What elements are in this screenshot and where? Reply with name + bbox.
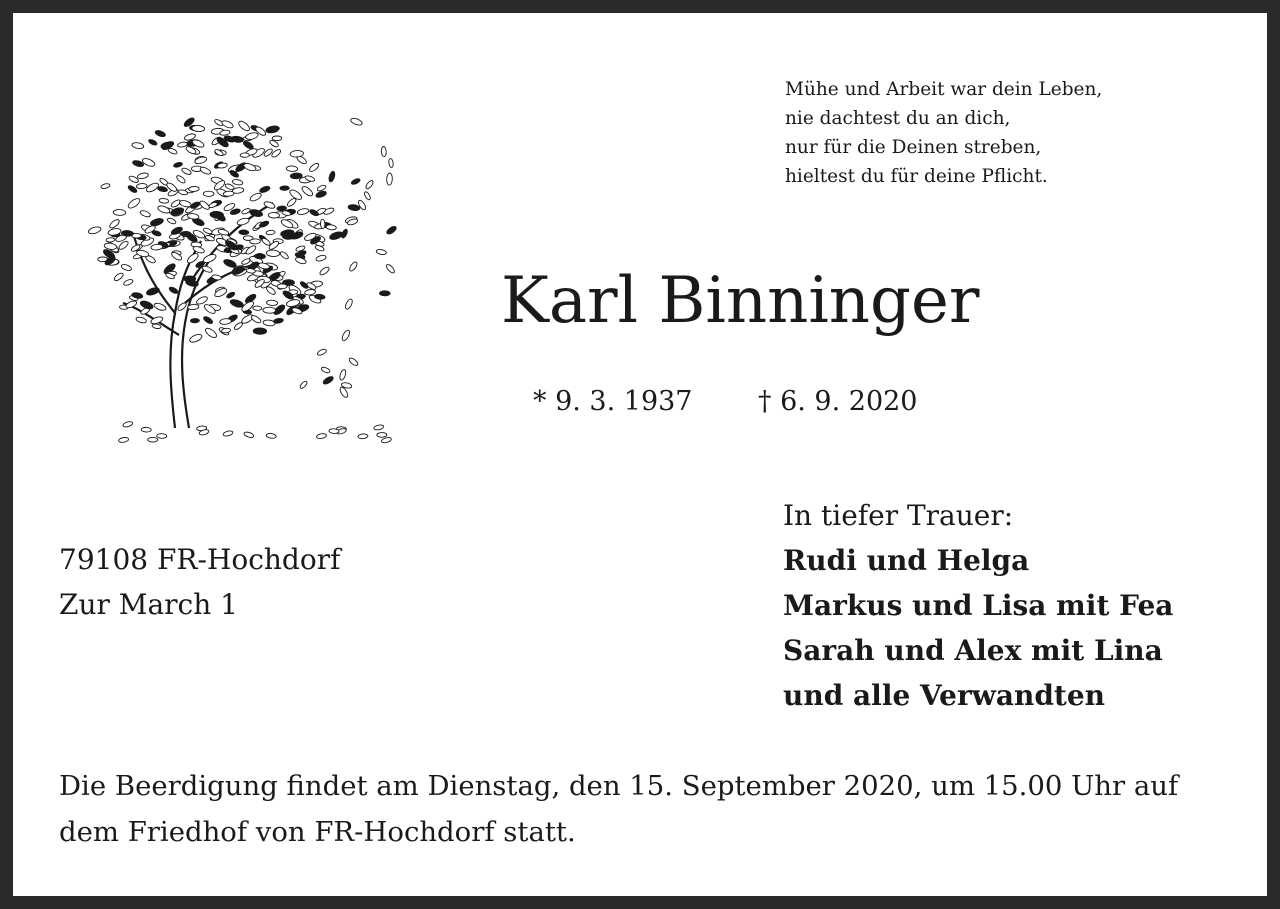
memorial-poem xyxy=(785,75,1102,191)
mourners-intro: In tiefer Trauer: xyxy=(783,499,1014,532)
leaf xyxy=(253,328,267,335)
leaf xyxy=(301,185,315,198)
leaf xyxy=(245,244,257,255)
leaf xyxy=(277,284,287,289)
leaf xyxy=(232,179,243,186)
poem-line: nie dachtest du an dich, xyxy=(785,108,1011,129)
leaf xyxy=(233,322,243,331)
leaf xyxy=(348,261,358,272)
tree-leaves xyxy=(88,116,398,443)
leaf xyxy=(203,315,214,325)
leaf xyxy=(317,184,327,192)
leaf xyxy=(148,437,158,442)
leaf xyxy=(266,230,275,235)
leaf xyxy=(185,279,199,288)
leaf xyxy=(157,186,168,193)
leaf xyxy=(381,437,392,444)
leaf xyxy=(241,258,251,266)
leaf xyxy=(259,185,271,193)
leaf xyxy=(250,239,261,244)
obituary-notice xyxy=(13,13,1267,896)
mourner-name: Sarah und Alex mit Lina xyxy=(783,634,1163,667)
leaf xyxy=(277,206,287,211)
leaf xyxy=(253,306,262,311)
leaf xyxy=(250,314,262,324)
leaf xyxy=(322,375,334,385)
leaf xyxy=(192,125,205,132)
mourners-list xyxy=(783,493,1173,718)
leaf xyxy=(135,316,147,324)
leaf xyxy=(249,192,262,203)
deceased-name: Karl Binninger xyxy=(501,264,980,338)
leaf xyxy=(265,125,280,134)
leaf xyxy=(243,431,254,438)
leaf xyxy=(221,119,234,129)
leaf xyxy=(348,357,359,367)
leaf xyxy=(315,190,327,198)
leaf xyxy=(308,162,320,173)
leaf xyxy=(151,244,163,251)
leaf xyxy=(341,329,351,342)
leaf xyxy=(148,138,158,146)
leaf xyxy=(173,162,183,168)
leaf xyxy=(340,228,348,238)
leaf xyxy=(108,218,120,229)
leaf xyxy=(299,281,309,290)
leaf xyxy=(154,129,166,137)
family-address xyxy=(59,537,340,627)
leaf xyxy=(100,183,110,190)
leaf xyxy=(344,298,353,310)
leaf xyxy=(132,142,145,150)
leaf xyxy=(189,333,203,344)
leaf xyxy=(358,434,368,439)
leaf xyxy=(243,162,257,172)
leaf xyxy=(139,209,151,218)
leaf xyxy=(189,186,200,192)
leaf xyxy=(229,298,244,308)
leaf xyxy=(377,433,387,438)
leaf xyxy=(176,174,187,184)
leaf xyxy=(122,421,133,428)
leaf xyxy=(286,197,297,207)
leaf xyxy=(386,173,392,185)
leaf xyxy=(214,148,224,156)
leaf xyxy=(204,327,218,340)
leaf xyxy=(203,191,214,196)
leaf xyxy=(259,220,270,228)
mourner-name: Rudi und Helga xyxy=(783,544,1030,577)
leaf xyxy=(191,138,205,148)
leaf xyxy=(141,427,151,432)
leaf xyxy=(266,250,280,257)
mourner-name: Markus und Lisa mit Fea xyxy=(783,589,1174,622)
death-date: † 6. 9. 2020 xyxy=(758,386,918,417)
leaf xyxy=(245,132,259,141)
leaf xyxy=(139,300,154,311)
leaf xyxy=(104,242,117,250)
leaf xyxy=(113,209,126,215)
leaf xyxy=(194,156,207,165)
leaf xyxy=(210,211,224,218)
leaf xyxy=(153,302,167,312)
leaf xyxy=(388,158,393,167)
leaf xyxy=(168,286,179,295)
leaf xyxy=(263,307,276,313)
leaf xyxy=(316,433,327,439)
leaf xyxy=(141,157,156,168)
leaf xyxy=(223,430,234,437)
leaf xyxy=(157,205,171,215)
leaf xyxy=(286,166,298,172)
leaf xyxy=(88,226,102,235)
leaf xyxy=(317,348,328,356)
leaf xyxy=(121,230,133,236)
leaf xyxy=(146,286,160,296)
poem-line: hieltest du für deine Pflicht. xyxy=(785,166,1048,187)
leaf xyxy=(297,208,310,216)
leaf xyxy=(266,433,277,439)
windblown-tree-illustration xyxy=(63,73,403,453)
leaf xyxy=(181,167,192,176)
leaf xyxy=(127,197,142,210)
leaf xyxy=(219,318,231,325)
leaf xyxy=(237,120,251,133)
leaf xyxy=(242,140,254,150)
leaf xyxy=(195,295,208,305)
leaf xyxy=(290,173,302,179)
leaf xyxy=(157,434,167,439)
leaf xyxy=(136,183,147,189)
leaf xyxy=(106,237,115,242)
leaf xyxy=(315,254,326,262)
leaf xyxy=(255,254,265,259)
leaf xyxy=(326,224,337,230)
leaf xyxy=(299,380,308,389)
leaf xyxy=(273,318,283,324)
leaf xyxy=(159,198,169,204)
leaf xyxy=(339,369,347,381)
leaf xyxy=(266,300,278,306)
leaf xyxy=(198,200,210,211)
leaf xyxy=(351,178,361,186)
leaf xyxy=(304,289,315,296)
poem-line: nur für die Deinen streben, xyxy=(785,137,1042,158)
birth-date: * 9. 3. 1937 xyxy=(533,386,693,417)
leaf xyxy=(309,208,320,216)
leaf xyxy=(236,217,250,226)
leaf xyxy=(113,272,124,282)
leaf xyxy=(239,230,249,235)
leaf xyxy=(280,186,289,191)
leaf xyxy=(224,183,234,191)
leaf xyxy=(268,212,279,218)
leaf xyxy=(187,304,199,310)
funeral-announcement: Die Beerdigung findet am Dienstag, den 15. September 2020, um 15.00 Uhr auf dem Friedhof von FR-Hochdorf statt. xyxy=(59,770,1179,848)
leaf xyxy=(272,136,282,141)
address-line-postal: 79108 FR-Hochdorf xyxy=(59,543,341,576)
leaf xyxy=(385,263,396,274)
leaf xyxy=(226,291,236,299)
leaf xyxy=(123,278,134,286)
leaf xyxy=(279,250,289,260)
leaf xyxy=(379,291,390,296)
leaf xyxy=(381,146,386,156)
leaf xyxy=(365,179,375,190)
leaf xyxy=(373,424,384,430)
leaf xyxy=(223,258,238,269)
poem-line: Mühe und Arbeit war dein Leben, xyxy=(785,79,1103,100)
leaf xyxy=(329,428,339,433)
leaf xyxy=(118,437,129,443)
leaf xyxy=(376,249,387,255)
leaf xyxy=(223,191,234,197)
leaf xyxy=(348,204,360,211)
leaf xyxy=(121,263,133,271)
leaf xyxy=(190,319,199,323)
leaf xyxy=(179,199,192,207)
leaf xyxy=(240,153,249,158)
mourner-name: und alle Verwandten xyxy=(783,679,1106,712)
leaf xyxy=(152,324,162,330)
leaf xyxy=(199,166,211,176)
leaf xyxy=(170,206,185,216)
leaf xyxy=(386,225,398,235)
leaf xyxy=(167,217,177,225)
leaf xyxy=(328,171,336,183)
leaf xyxy=(177,302,188,312)
leaf xyxy=(363,191,371,201)
leaf xyxy=(319,266,331,276)
leaf xyxy=(320,219,325,229)
leaf xyxy=(137,172,149,179)
leaf xyxy=(321,366,331,374)
leaf xyxy=(350,117,363,126)
leaf xyxy=(265,285,276,295)
address-line-street: Zur March 1 xyxy=(59,588,238,621)
leaf xyxy=(145,181,160,193)
